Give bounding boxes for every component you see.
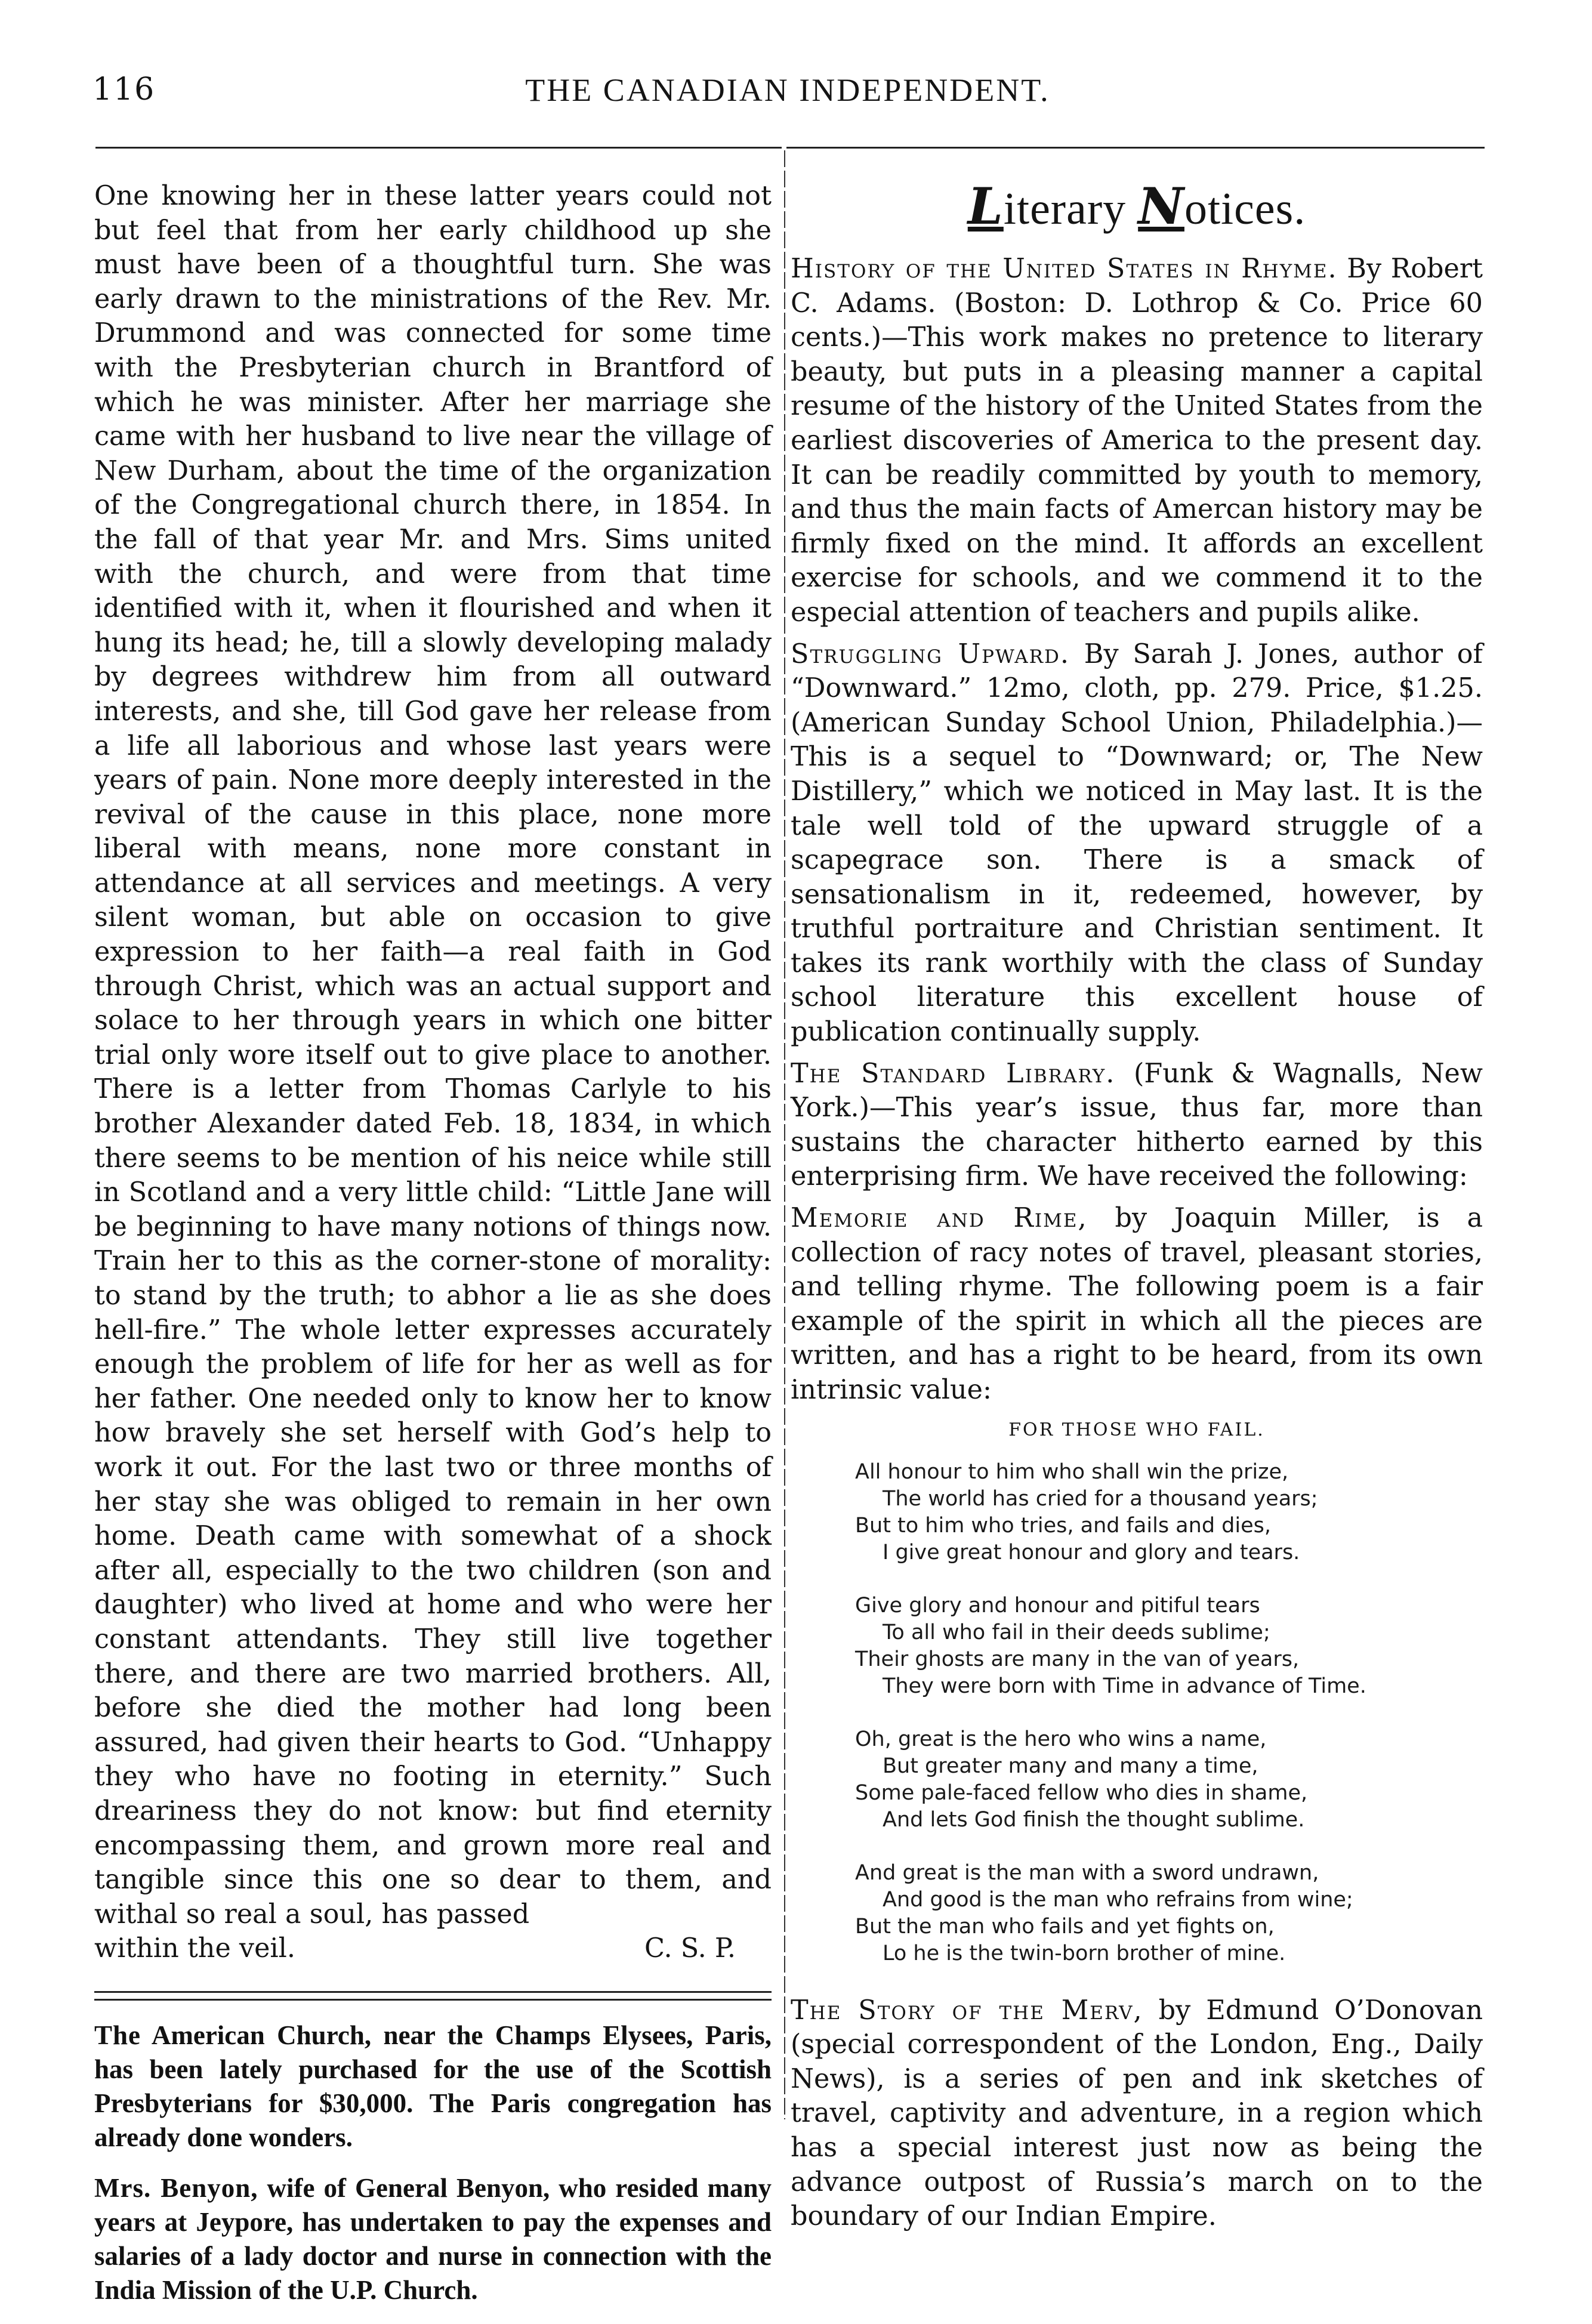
literary-notices-heading (791, 178, 1483, 237)
header-rule-right (786, 147, 1485, 149)
poem-line: And lets God finish the thought sublime. (883, 1807, 1305, 1832)
news-item (94, 2019, 772, 2155)
review-text: (Funk & Wagnalls, New York.)—This year’s issue, thus far, more than sustains the character hitherto earned by this enterprising firm. We have received the following: (791, 1058, 1483, 1192)
review-entry (791, 252, 1483, 630)
obituary-signature: C. S. P. (644, 1933, 736, 1964)
poem-title: FOR THOSE WHO FAIL. (1008, 1419, 1265, 1440)
review-entry (791, 637, 1483, 1050)
poem-line: And great is the man with a sword undrawn, (855, 1860, 1319, 1885)
poem (791, 1459, 1483, 1967)
section-double-rule (94, 1991, 772, 2001)
heading-word: iterary (1003, 184, 1127, 234)
poem-stanza (855, 1726, 1483, 1834)
poem-line: Oh, great is the hero who wins a name, (855, 1727, 1267, 1751)
poem-line: Some pale-faced fellow who dies in shame, (855, 1780, 1308, 1805)
poem-line: The world has cried for a thousand years; (883, 1486, 1318, 1511)
review-title: Memorie and Rime, (791, 1203, 1088, 1234)
poem-line: Give glory and honour and pitiful tears (855, 1593, 1260, 1618)
news-items (94, 2019, 772, 2307)
review-entry (791, 1057, 1483, 1194)
news-item-lead: Mrs. Benyon, (94, 2172, 258, 2203)
review-title: Struggling Upward. (791, 638, 1070, 669)
left-column (94, 179, 772, 2324)
column-divider (784, 150, 785, 2119)
poem-line: I give great honour and glory and tears. (883, 1540, 1300, 1564)
news-item-lead: The (94, 2020, 141, 2050)
news-item-text: American Church, near the Champs Elysees, Paris, has been lately purchased for the use of the Scottish Presbyterians for $30,000. The Paris congregation has already done wonders. (94, 2020, 772, 2152)
poem-stanza (855, 1459, 1483, 1566)
poem-line: They were born with Time in advance of Time. (883, 1674, 1366, 1698)
poem-line: And good is the man who refrains from wine; (883, 1887, 1353, 1912)
poem-line: But to him who tries, and fails and dies, (855, 1513, 1271, 1538)
review-title: The Standard Library. (791, 1058, 1116, 1089)
review-title: History of the United States in Rhyme. (791, 254, 1338, 284)
page-number: 116 (92, 72, 156, 107)
poem-line: Their ghosts are many in the van of years, (855, 1647, 1300, 1671)
obituary-text: One knowing her in these latter years could not but feel that from her early childhood up she must have been of a thoughtful turn. She was early drawn to the ministrations of the Rev. Mr. Drummond and was connected for some time with the Presbyterian church in Brantford of which he was minister. After her marriage she came with her husband to live near the village of New Durham, about the time of the organization of the Congregational church there, in 1854. In the fall of that year Mr. and Mrs. Sims united with the church, and were from that time identified with it, when it flourished and when it hung its head; he, till a slowly developing malady by degrees withdrew him from all outward interests, and she, till God gave her release from a life all laborious and whose last years were years of pain. None more deeply interested in the revival of the cause in this place, none more liberal with means, none more constant in attendance at all services and meetings. A very silent woman, but able on occasion to give expression to her faith—a real faith in God through Christ, which was an actual support and solace to her through years in which one bitter trial only wore itself out to give place to another. There is a letter from Thomas Carlyle to his brother Alexander dated Feb. 18, 1834, in which there seems to be mention of his neice while still in Scotland and a very little child: “Little Jane will be beginning to have many notions of things now. Train her to this as the corner-stone of morality: to stand by the truth; to abhor a lie as she does hell-fire.” The whole letter expresses accurately enough the problem of life for her as well as for her father. One needed only to know her to know how bravely she set herself with God’s help to work it out. For the last two or three months of her stay she was obliged to remain in her own home. Death came with somewhat of a shock after all, especially to the two children (son and daughter) who lived at home and who were her constant attendants. They still live together there, and there are two married brothers. All, before she died the mother had long been assured, had given their hearts to God. “Unhappy they who have no footing in eternity.” Such dreariness they do not know: but find eternity encompassing them, and grown more real and tangible since this one so dear to them, and withal so real a soul, has passed (94, 181, 772, 1930)
journal-title: THE CANADIAN INDEPENDENT. (525, 72, 1050, 108)
review-text: By Sarah J. Jones, author of “Downward.” 12mo, cloth, pp. 279. Price, $1.25. (American Sunday School Union, Philadelphia.)—This is a sequel to “Downward; or, The New Distillery,” which we noticed in May last. It is the tale well told of the upward struggle of a scapegrace son. There is a smack of sensationalism in it, redeemed, however, by truthful portraiture and Christian sentiment. It takes its rank worthily with the class of Sunday school literature this excellent house of publication continually supply. (791, 638, 1483, 1048)
header-rule-left (95, 147, 782, 149)
heading-initial: L (967, 177, 1004, 236)
review-text: by Joaquin Miller, is a collection of racy notes of travel, pleasant stories, and telling rhyme. The following poem is a fair example of the spirit in which all the pieces are written, and has a right to be heard, from its own intrinsic value: (791, 1203, 1483, 1405)
poem-stanza (855, 1860, 1483, 1967)
poem-line: But the man who fails and yet fights on, (855, 1914, 1275, 1939)
poem-line: But greater many and many a time, (883, 1754, 1258, 1778)
review-title: The Story of the Merv, (791, 1995, 1143, 2026)
news-item-text: wife of General Benyon, who resided many years at Jeypore, has undertaken to pay the expenses and salaries of a lady doctor and nurse in connection with the India Mission of the U.P. Church. (94, 2172, 772, 2305)
poem-line: Lo he is the twin-born brother of mine. (883, 1941, 1286, 1965)
news-item (94, 2171, 772, 2307)
review-text: By Robert C. Adams. (Boston: D. Lothrop & Co. Price 60 cents.)—This work makes no pretence to literary beauty, but puts in a pleasing manner a capital resume of the history of the United States from the earliest discoveries of America to the present day. It can be readily committed by youth to memory, and thus the main facts of Amercan history may be firmly fixed on the mind. It affords an excellent exercise for schools, and we commend it to the especial attention of teachers and pupils alike. (791, 254, 1483, 628)
review-entry (791, 1201, 1483, 1408)
obituary-article (94, 179, 772, 1966)
page-header (92, 72, 1483, 119)
obituary-last-line: within the veil. (94, 1933, 296, 1964)
poem-stanza (855, 1592, 1483, 1700)
obituary-closing (94, 1931, 772, 1966)
heading-word: otices. (1184, 184, 1306, 234)
heading-initial: N (1138, 177, 1184, 236)
poem-line: To all who fail in their deeds sublime; (883, 1620, 1270, 1644)
right-column (791, 179, 1483, 2241)
poem-line: All honour to him who shall win the prize, (855, 1459, 1289, 1484)
review-text: by Edmund O’Donovan (special correspondent of the London, Eng., Daily News), is a series of pen and ink sketches of travel, captivity and adventure, in a region which has a special interest just now as being the advance outpost of Russia’s march on to the boundary of our Indian Empire. (791, 1995, 1483, 2232)
review-entry (791, 1993, 1483, 2234)
